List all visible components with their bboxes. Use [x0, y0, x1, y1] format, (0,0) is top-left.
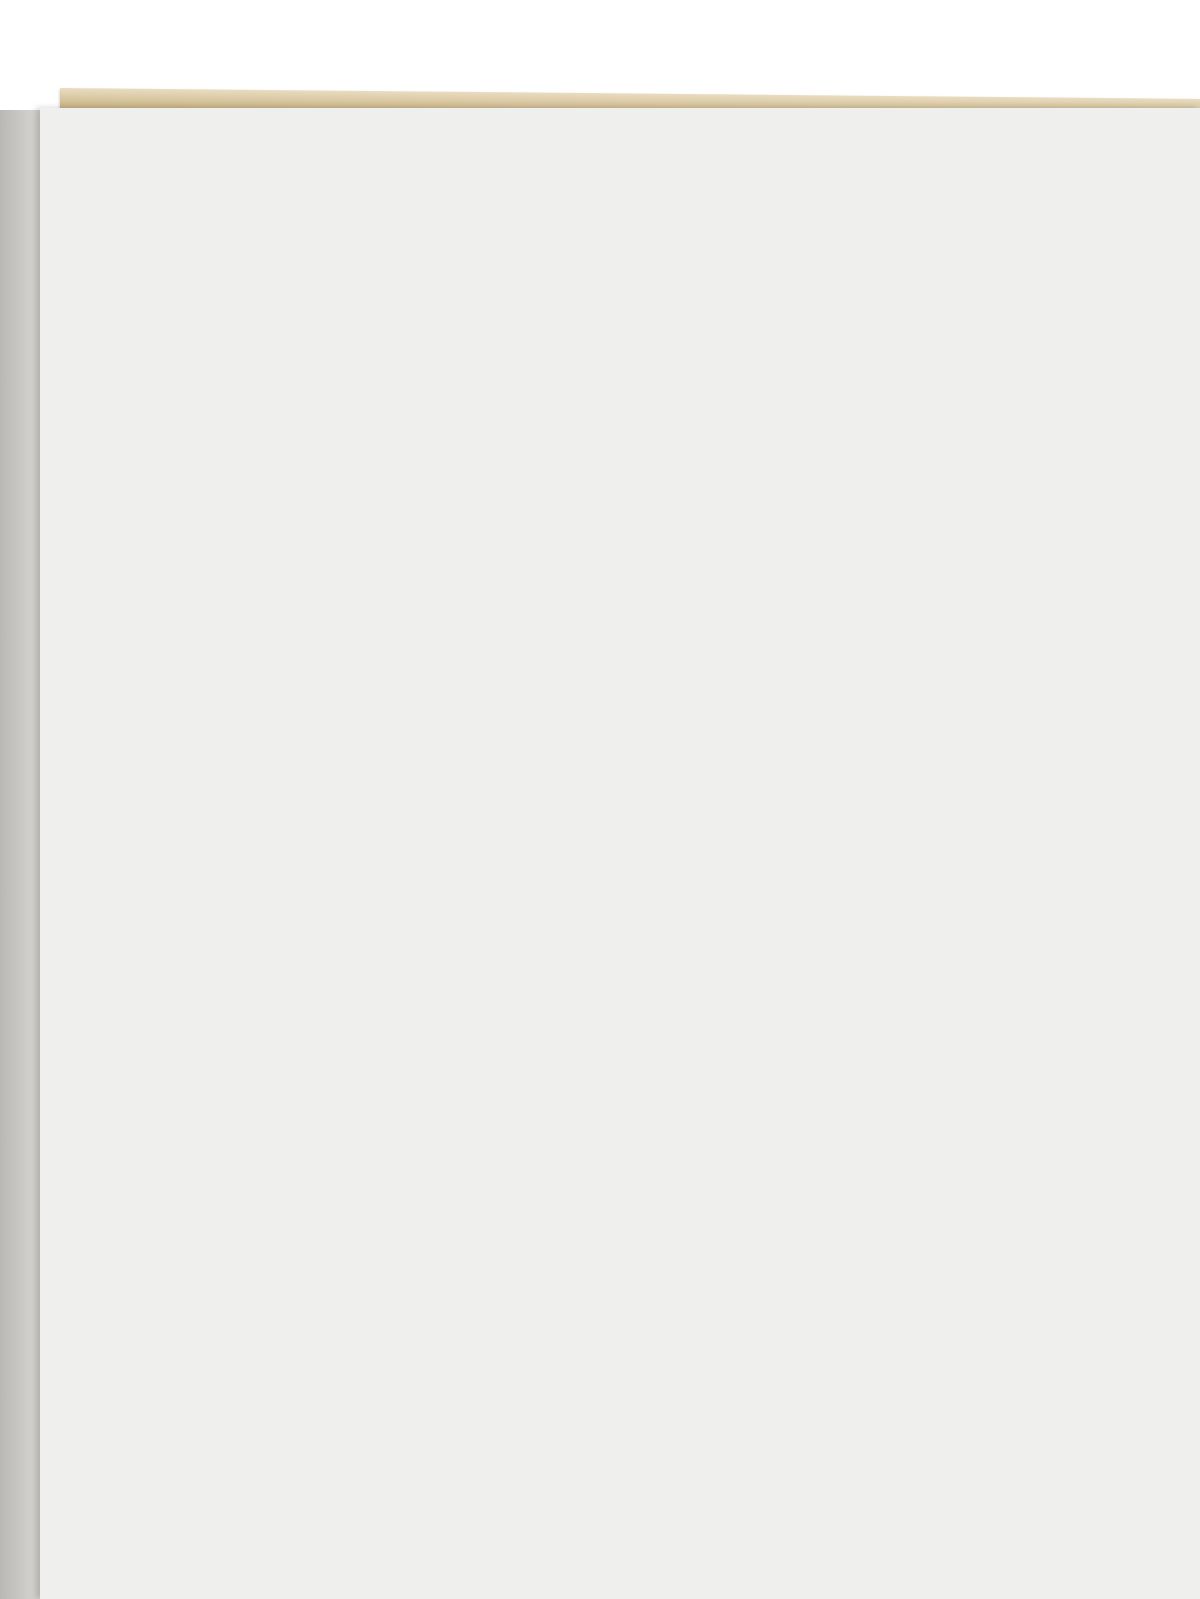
- page-gutter: [0, 110, 40, 1599]
- book-page: [40, 108, 1200, 1599]
